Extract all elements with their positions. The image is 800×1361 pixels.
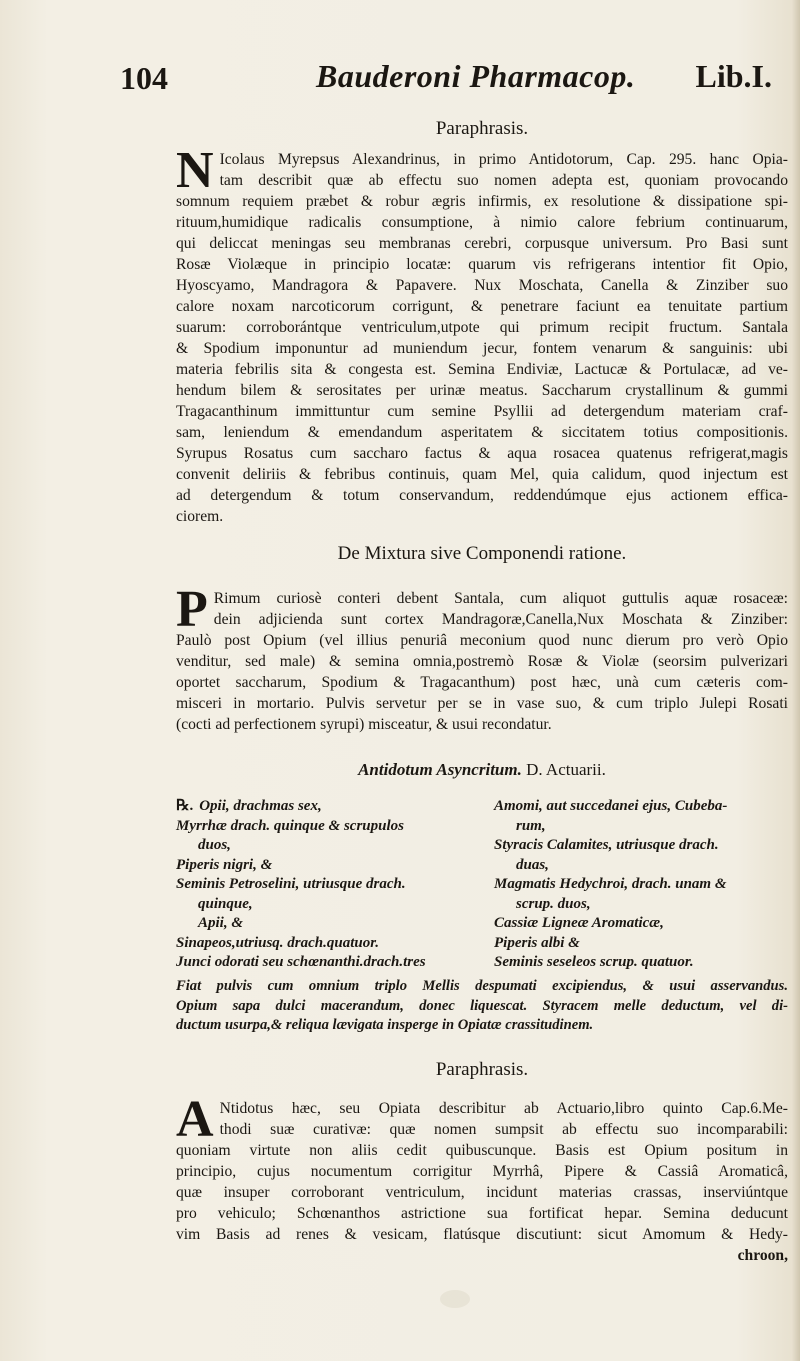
- text-line: Hyoscyamo, Mandragora & Papavere. Nux Moschata, Canella & Zinziber suo: [176, 277, 788, 294]
- mixtura-text: [176, 581, 788, 735]
- text-line: (cocti ad perfectionem syrupi) misceatur, & usui recondatur.: [176, 716, 552, 733]
- ingredient-line: Amomi, aut succedanei ejus, Cubeba-: [494, 798, 728, 814]
- paper-stain: [440, 1290, 470, 1308]
- page-header: [120, 52, 780, 102]
- page-number: 104: [120, 60, 168, 96]
- text-line: sam, leniendum & emendandum asperitatem & siccitatem totius compositionis.: [176, 424, 788, 441]
- ingredient-line: Piperis albi &: [494, 934, 580, 951]
- running-head: Bauderoni Pharmacop.: [316, 58, 636, 94]
- ingredient-line: Piperis nigri, &: [176, 856, 273, 873]
- text-line: tam describit quæ ab effectu suo nomen adepta est, quoniam provocando: [219, 172, 788, 189]
- instruction-line: Opium sapa dulci macerandum, donec liquescat. Styracem melle deductum, vel di-: [176, 997, 788, 1014]
- text-line: convenit deliriis & febribus continuis, quam Mel, quia calidum, quod injectum est: [176, 466, 788, 483]
- text-line: somnum requiem præbet & robur ægris infirmis, ex resolutione & dissipatione spi-: [176, 193, 788, 210]
- paraphrasis-text-2: [176, 1091, 788, 1266]
- ingredient-line: quinque,: [198, 895, 253, 912]
- text-line: oportet saccharum, Spodium & Tragacanthum) post hæc, unà cum cæteris com-: [176, 674, 788, 691]
- ingredient-line: duos,: [198, 837, 231, 853]
- paraphrasis-text-1: [176, 142, 788, 527]
- recipe-symbol: ℞.: [176, 798, 194, 814]
- text-line: Tragacanthinum immittuntur cum semine Psyllii ad detergendum materiam craf-: [176, 403, 788, 420]
- page-edge: [792, 0, 800, 1361]
- text-line: Paulò post Opium (vel illius penuriâ meconium quod nunc dierum pro verò Opio: [176, 632, 788, 649]
- ingredient-line: Cassiæ Ligneæ Aromaticæ,: [494, 915, 664, 931]
- formula-name: Antidotum Asyncritum.: [358, 760, 522, 779]
- drop-cap: A: [176, 1091, 214, 1148]
- text-line: qui deliccat meningas seu membranas cerebri, corpusque universum. Pro Basi sunt: [176, 235, 788, 252]
- drop-cap: P: [176, 581, 208, 638]
- formula-title: [176, 760, 788, 780]
- ingredient-line: Myrrhæ drach. quinque & scrupulos: [176, 817, 404, 834]
- text-line: Syrupus Rosatus cum saccharo factus & aqua rosacea quatenus refrigerat,magis: [176, 445, 788, 462]
- text-line: Icolaus Myrepsus Alexandrinus, in primo Antidotorum, Cap. 295. hanc Opia-: [219, 151, 788, 168]
- text-line: quæ insuper corroborant ventriculum, incidunt materias crassas, inserviúntque: [176, 1184, 788, 1201]
- catchword: chroon,: [737, 1247, 788, 1264]
- drop-cap: N: [176, 142, 214, 199]
- ingredient-line: Apii, &: [198, 915, 244, 931]
- text-line: ad detergendum & totum conservandum, reddendúmque ejus actionem effica-: [176, 487, 788, 504]
- formula-author: D. Actuarii.: [526, 760, 606, 779]
- instruction-line: ductum usurpa,& reliqua lævigata insperge in Opiatæ crassitudinem.: [176, 1017, 594, 1033]
- ingredient-line: Junci odorati seu schœnanthi.drach.tres: [176, 954, 426, 970]
- text-line: pro vehiculo; Schœnanthos astrictione sua fortificat hepar. Semina deducunt: [176, 1205, 788, 1222]
- text-line: venditur, sed male) & semina omnia,postremò Rosæ & Violæ (seorsim pulverizari: [176, 653, 788, 670]
- ingredient-line: scrup. duos,: [516, 895, 591, 912]
- ingredient-line: duas,: [516, 856, 549, 873]
- text-line: ciorem.: [176, 508, 224, 525]
- text-line: thodi suæ curativæ: quæ nomen sumpsit ab effectu suo incomparabili:: [219, 1121, 788, 1138]
- ingredient-line: Sinapeos,utriusq. drach.quatuor.: [176, 934, 379, 951]
- ingredient-line: rum,: [516, 817, 546, 834]
- formula-instructions: [176, 977, 788, 1036]
- ingredient-line: Seminis seseleos scrup. quatuor.: [494, 954, 694, 970]
- section-heading-paraphrasis-1: Paraphrasis.: [435, 118, 529, 139]
- ingredient-line: Styracis Calamites, utriusque drach.: [494, 837, 719, 853]
- text-line: quoniam virtute non aliis cedit quibuscunque. Basis est Opium positum in: [176, 1142, 788, 1159]
- text-line: vim Basis ad renes & vesicam, flatúsque discutiunt: sicut Amomum & Hedy-: [176, 1226, 788, 1243]
- instruction-line: Fiat pulvis cum omnium triplo Mellis despumati excipiendus, & usui asservandus.: [176, 978, 788, 994]
- text-line: suarum: corroborántque ventriculum,utpote qui primum recipit fructum. Santala: [176, 319, 788, 336]
- text-line: misceri in mortario. Pulvis servetur per se in vase suo, & cum triplo Julepi Rosati: [176, 695, 788, 712]
- text-line: calore noxam narcoticorum corrigunt, & penetrare faciunt ea tenuitate partium: [176, 298, 788, 315]
- text-line: rituum,humidique radicalis consumptione, à nimio calore febrium continuarum,: [176, 214, 788, 231]
- text-line: Rimum curiosè conteri debent Santala, cum aliquot guttulis aquæ rosaceæ:: [213, 590, 788, 607]
- ingredient-line: ℞. Opii, drachmas sex,: [176, 798, 322, 814]
- text-line: Ntidotus hæc, seu Opiata describitur ab Actuario,libro quinto Cap.6.Me-: [219, 1100, 788, 1117]
- section-heading-paraphrasis-2: Paraphrasis.: [435, 1059, 529, 1080]
- text-line: principio, cujus nocumentum corrigitur Myrrhâ, Pipere & Cassiâ Aromaticâ,: [176, 1163, 788, 1180]
- ingredients-left-column: [176, 797, 476, 973]
- text-line: materia febrilis sita & congesta est. Semina Endiviæ, Lactucæ & Portulacæ, ad ve-: [176, 361, 788, 378]
- ingredients-right-column: [494, 797, 788, 973]
- section-heading-mixtura: De Mixtura sive Componendi ratione.: [337, 543, 627, 564]
- ingredient-line: Magmatis Hedychroi, drach. unam &: [494, 876, 727, 892]
- text-line: & Spodium imponuntur ad muniendum jecur, fontem venarum & sanguinis: ubi: [176, 340, 788, 357]
- formula-ingredients: [176, 797, 788, 977]
- text-line: dein adjicienda sunt cortex Mandragoræ,Canella,Nux Moschata & Zinziber:: [213, 611, 788, 628]
- book-reference: Lib.I.: [695, 58, 772, 94]
- text-line: Rosæ Violæque in principio locatæ: quarum vis refrigerans intentior fit Opio,: [176, 256, 788, 273]
- ingredient-line: Seminis Petroselini, utriusque drach.: [176, 876, 406, 892]
- text-line: hendum bilem & serositates per urinæ meatus. Saccharum crystallinum & gummi: [176, 382, 788, 399]
